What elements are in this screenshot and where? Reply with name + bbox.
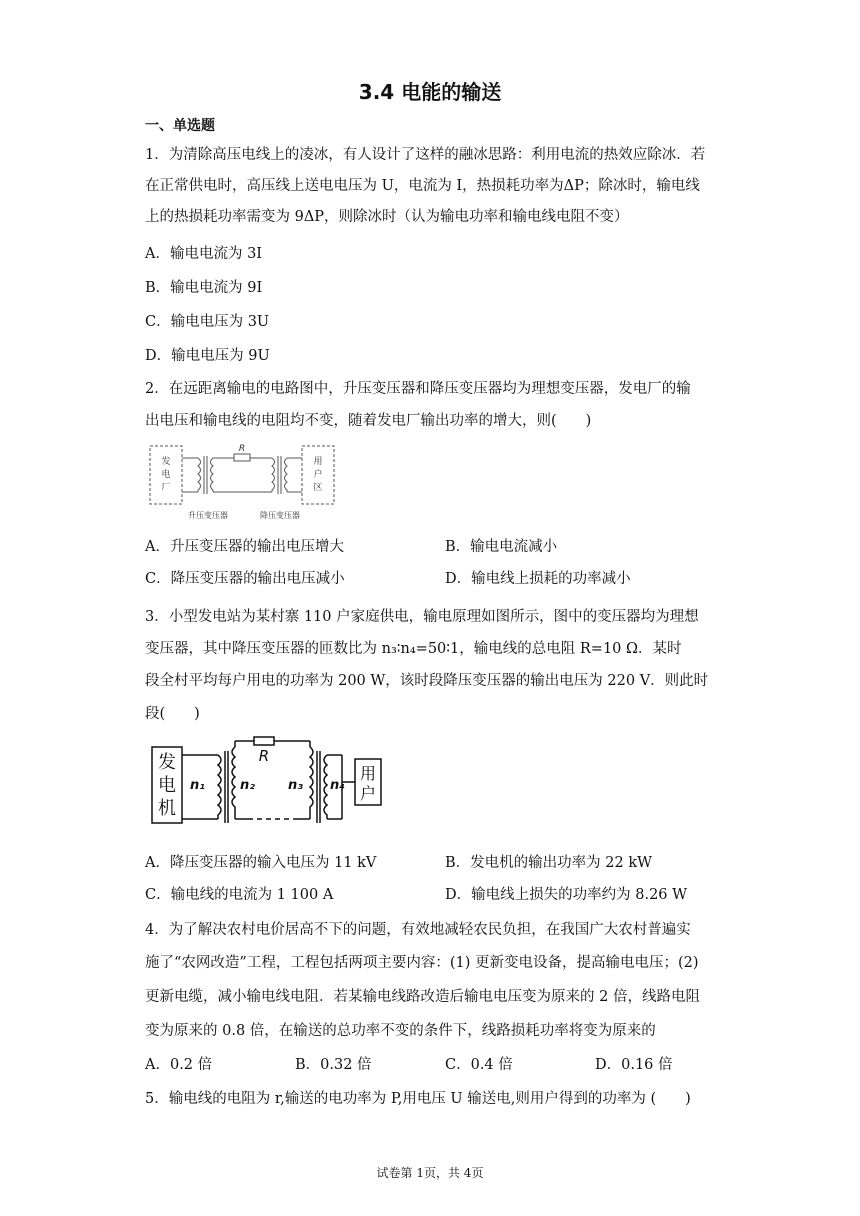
q2-step-up-label: 升压变压器: [188, 511, 228, 520]
q2-option-c: C．降压变压器的输出电压减小: [145, 571, 345, 587]
q3-line: 段( ): [145, 706, 200, 722]
q3-option-b: B．发电机的输出功率为 22 kW: [445, 855, 653, 871]
q3-option-a: A．降压变压器的输入电压为 11 kV: [145, 855, 377, 871]
q3-source-label: 电: [158, 775, 176, 796]
q3-n1-label: n₁: [190, 778, 205, 793]
section-heading: 一、单选题: [145, 118, 215, 134]
q2-circuit-figure: [148, 440, 338, 522]
q1-option-a: A．输电电流为 3I: [145, 246, 263, 262]
q4-line: 4．为了解决农村电价居高不下的问题，有效地减轻农民负担，在我国广大农村普遍实: [145, 922, 691, 938]
q1-option-b: B．输电电流为 9I: [145, 280, 263, 296]
q3-source-label: 发: [158, 752, 176, 773]
q2-option-b: B．输电电流减小: [445, 539, 558, 555]
q1-line: 在正常供电时，高压线上送电电压为 U，电流为 I，热损耗功率为ΔP；除冰时，输电线: [145, 178, 700, 194]
q2-resistor-label: R: [238, 444, 246, 454]
q3-n3-label: n₃: [288, 778, 303, 793]
q2-load-label: 区: [313, 483, 323, 493]
q2-source-label: 厂: [161, 483, 171, 493]
q3-line: 变压器，其中降压变压器的匝数比为 n₃∶n₄=50∶1，输电线的总电阻 R=10 Ω．某时: [145, 641, 682, 657]
q3-resistor-label: R: [258, 747, 270, 765]
q4-option-a: A．0.2 倍: [145, 1057, 213, 1073]
q2-line: 出电压和输电线的电阻均不变，随着发电厂输出功率的增大，则( ): [145, 413, 592, 429]
q2-source-label: 电: [161, 470, 171, 480]
q1-line: 上的热损耗功率需变为 9ΔP，则除冰时（认为输电功率和输电线电阻不变）: [145, 209, 629, 225]
q3-circuit-figure: [150, 735, 390, 831]
q4-option-d: D．0.16 倍: [595, 1057, 673, 1073]
q2-option-d: D．输电线上损耗的功率减小: [445, 571, 631, 587]
q3-line: 段全村平均每户用电的功率为 200 W，该时段降压变压器的输出电压为 220 V．则此时: [145, 673, 709, 689]
q3-n2-label: n₂: [240, 778, 255, 793]
q4-line: 更新电缆，减小输电线电阻．若某输电线路改造后输电电压变为原来的 2 倍，线路电阻: [145, 989, 700, 1005]
q2-step-down-label: 降压变压器: [260, 511, 300, 520]
q4-option-b: B．0.32 倍: [295, 1057, 372, 1073]
q5-line: 5．输电线的电阻为 r,输送的电功率为 P,用电压 U 输送电,则用户得到的功率为 ( ): [145, 1091, 691, 1107]
q4-option-c: C．0.4 倍: [445, 1057, 513, 1073]
q4-line: 施了“农网改造”工程，工程包括两项主要内容：(1) 更新变电设备，提高输电电压；(2): [145, 955, 699, 971]
q2-option-a: A．升压变压器的输出电压增大: [145, 539, 344, 555]
page-title: 3.4 电能的输送: [358, 80, 502, 104]
q4-line: 变为原来的 0.8 倍，在输送的总功率不变的条件下，线路损耗功率将变为原来的: [145, 1023, 656, 1039]
q1-option-d: D．输电电压为 9U: [145, 348, 270, 364]
q2-load-label: 户: [313, 470, 323, 480]
q3-load-label: 户: [359, 784, 377, 803]
q2-line: 2．在远距离输电的电路图中，升压变压器和降压变压器均为理想变压器，发电厂的输: [145, 381, 691, 397]
q3-load-label: 用: [359, 764, 377, 783]
q1-line: 1．为清除高压电线上的凌冰，有人设计了这样的融冰思路：利用电流的热效应除冰．若: [145, 147, 706, 163]
q3-n4-label: n₄: [330, 778, 345, 793]
q1-option-c: C．输电电压为 3U: [145, 314, 270, 330]
q3-source-label: 机: [158, 798, 176, 819]
q3-line: 3．小型发电站为某村寨 110 户家庭供电，输电原理如图所示，图中的变压器均为理想: [145, 609, 699, 625]
q3-option-d: D．输电线上损失的功率约为 8.26 W: [445, 887, 688, 903]
q2-source-label: 发: [161, 457, 171, 467]
q2-load-label: 用: [313, 457, 323, 467]
q3-option-c: C．输电线的电流为 1 100 A: [145, 887, 334, 903]
page-footer: 试卷第 1页，共 4页: [376, 1166, 484, 1180]
